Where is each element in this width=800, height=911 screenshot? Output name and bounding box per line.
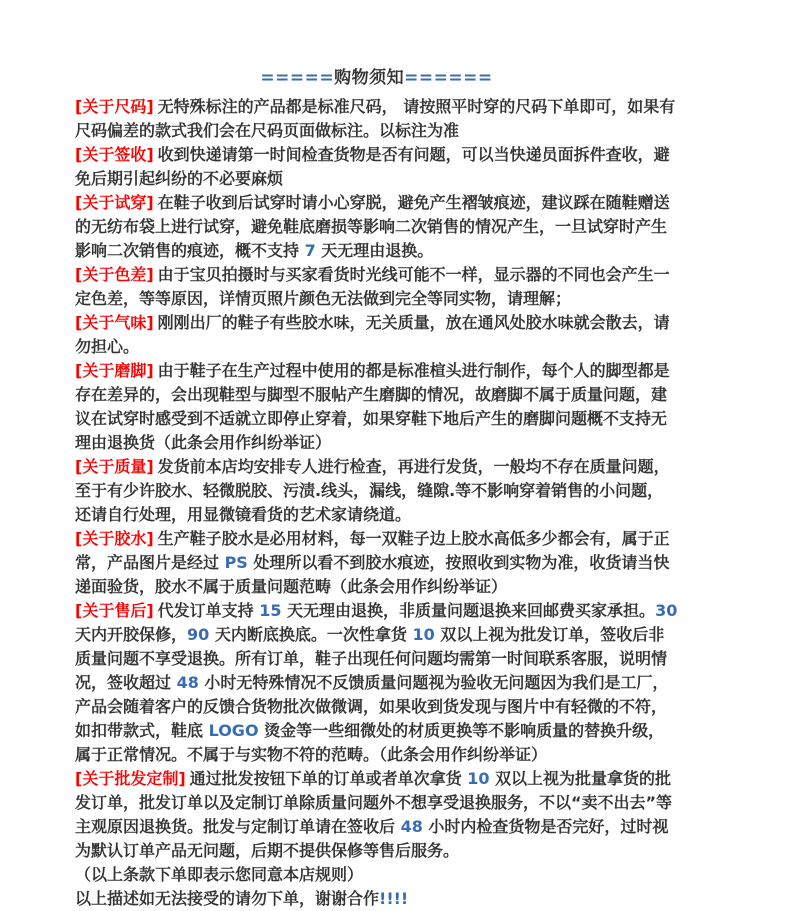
section-label: [关于尺码] (75, 97, 154, 116)
notice-paragraph (75, 311, 678, 359)
text-segment: ====== (404, 68, 493, 88)
section-label: [关于胶水] (75, 529, 154, 548)
text-segment: 处理所以看不到胶水痕迹，按照收到实物为准，收货请当快递面验货，胶水不属于质量问题范畴（此条会用作纠纷举证） (75, 553, 670, 596)
notice-paragraph (75, 95, 678, 143)
text-segment: 以上描述如无法接受的请勿下单，谢谢合作 (75, 889, 380, 908)
section-label: [关于签收] (75, 145, 154, 164)
text-segment: 收到快递请第一时间检查货物是否有问题，可以当快递员面拆件查收，避免后期引起纠纷的不必要麻烦 (75, 145, 670, 188)
section-label: [关于色差] (75, 265, 154, 284)
section-label: [关于批发定制] (75, 769, 186, 788)
text-segment: 在鞋子收到后试穿时请小心穿脱，避免产生褶皱痕迹，建议踩在随鞋赠送的无纺布袋上进行试穿，避免鞋底磨损等影响二次销售的情况产生，一旦试穿时产生影响二次销售的痕迹，概不支持 (75, 193, 670, 260)
text-segment: 天内断底换底。一次性拿货 (209, 625, 413, 644)
section-label: [关于磨脚] (75, 361, 154, 380)
notice-body (75, 95, 678, 911)
notice-paragraph (75, 191, 678, 263)
text-segment: ===== (260, 68, 335, 88)
text-segment: 天无理由退换，非质量问题退换来回邮费买家承担。 (281, 601, 656, 620)
text-segment: 48 (176, 673, 199, 692)
text-segment: !!!! (379, 889, 409, 908)
text-segment: 双以上视为批量拿货的批发订单，批发订单以及定制订单除质量问题外不想享受退换服务，不以“卖不出去”等主观原因退换货。批发与定制订单请在签收后 (75, 769, 673, 836)
notice-paragraph (75, 263, 678, 311)
text-segment: 无特殊标注的产品都是标准尺码， 请按照平时穿的尺码下单即可，如果有尺码偏差的款式我们会在尺码页面做标注。以标注为准 (75, 97, 676, 140)
text-segment: 刚刚出厂的鞋子有些胶水味，无关质量，放在通风处胶水味就会散去，请勿担心。 (75, 313, 670, 356)
notice-paragraph (75, 143, 678, 191)
section-label: [关于气味] (75, 313, 154, 332)
text-segment: 烫金等一些细微处的材质更换等不影响质量的替换升级，属于正常情况。不属于与实物不符的范畴。（此条会用作纠纷举证） (75, 721, 665, 764)
text-segment: （以上条款下单即表示您同意本店规则） (75, 865, 364, 884)
text-segment: LOGO (208, 721, 259, 740)
notice-paragraph (75, 359, 678, 455)
section-label: [关于试穿] (75, 193, 154, 212)
text-segment: 购物须知 (334, 68, 405, 88)
text-segment: 7 (304, 241, 316, 260)
section-label: [关于售后] (75, 601, 154, 620)
section-label: [关于质量] (75, 457, 154, 476)
notice-paragraph (75, 863, 678, 887)
text-segment: 小时无特殊情况不反馈质量问题视为验收无问题因为我们是工厂，产品会随着客户的反馈合货物批次做微调，如果收到货发现与图片中有轻微的不符，如扣带款式，鞋底 (75, 673, 669, 740)
notice-paragraph (75, 599, 678, 767)
text-segment: 90 (187, 625, 210, 644)
text-segment: 15 (259, 601, 282, 620)
page-title (75, 66, 678, 90)
notice-paragraph (75, 527, 678, 599)
text-segment: PS (224, 553, 248, 572)
notice-paragraph (75, 887, 678, 911)
text-segment: 由于鞋子在生产过程中使用的都是标准楦头进行制作，每个人的脚型都是存在差异的，会出现鞋型与脚型不服帖产生磨脚的情况，故磨脚不属于质量问题，建议在试穿时感受到不适就立即停止穿着，如果穿鞋下地后产生的磨脚问题概不支持无理由退换货（此条会用作纠纷举证） (75, 361, 670, 452)
notice-paragraph (75, 767, 678, 863)
text-segment: 30 (655, 601, 678, 620)
text-segment: 双以上视为批发订单，签收后非质量问题不享受退换。所有订单，鞋子出现任何问题均需第一时间联系客服，说明情况，签收超过 (75, 625, 668, 692)
notice-paragraph (75, 455, 678, 527)
text-segment: 10 (412, 625, 435, 644)
text-segment: 10 (467, 769, 490, 788)
text-segment: 通过批发按钮下单的订单或者单次拿货 (189, 769, 468, 788)
text-segment: 48 (400, 817, 423, 836)
text-segment: 发货前本店均安排专人进行检查，再进行发货，一般均不存在质量问题，至于有少许胶水、轻微脱胶、污渍.线头，漏线，缝隙.等不影响穿着销售的小问题，还请自行处理，用显微镜看货的艺术家请绕道。 (75, 457, 670, 524)
text-segment: 代发订单支持 (157, 601, 260, 620)
text-segment: 小时内检查货物是否完好，过时视为默认订单产品无问题，后期不提供保修等售后服务。 (75, 817, 669, 860)
text-segment: 生产鞋子胶水是必用材料，每一双鞋子边上胶水高低多少都会有，属于正常，产品图片是经过 (75, 529, 670, 572)
text-segment: 由于宝贝拍摄时与买家看货时光线可能不一样，显示器的不同也会产生一定色差，等等原因，详情页照片颜色无法做到完全等同实物，请理解； (75, 265, 670, 308)
text-segment: 天无理由退换。 (315, 241, 434, 260)
text-segment: 天内开胶保修， (75, 625, 188, 644)
